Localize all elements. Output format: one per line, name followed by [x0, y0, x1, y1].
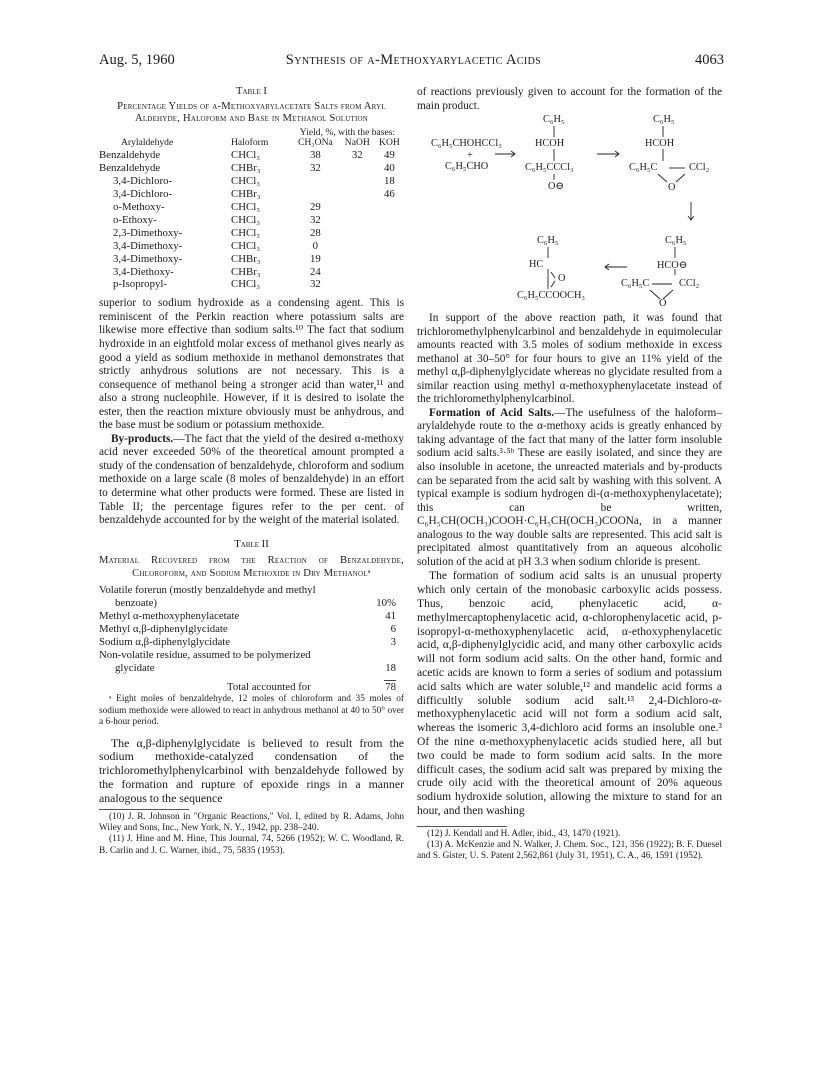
- table-cell: [340, 175, 375, 188]
- table-cell: 3,4-Dimethoxy-: [113, 239, 183, 252]
- table-cell: 6: [390, 622, 396, 635]
- table-cell: 3,4-Dimethoxy-: [113, 252, 183, 265]
- table-cell: 0: [312, 239, 319, 252]
- table-cell: Methyl α-methoxyphenylacetate: [99, 609, 240, 622]
- table-2-footnote: ᵃ Eight moles of benzaldehyde, 12 moles of chloroform and 35 moles of sodium methoxide were allowed to react in anhydrous methanol at 40 to 50° over a 6-hour period.: [99, 694, 404, 727]
- table-row: [99, 584, 404, 597]
- table-cell: 46: [384, 188, 395, 201]
- footnote-13: (13) A. McKenzie and N. Walker, J. Chem. Soc., 121, 356 (1922); B. F. Duesel and S. Gister, U. S. Patent 2,562,861 (July 31, 1951), C. A., 46, 1591 (1952).: [417, 839, 722, 861]
- table-cell: 32: [309, 213, 321, 226]
- table-cell: glycidate: [115, 661, 155, 674]
- footnotes-left: [99, 812, 404, 856]
- footnote-rule: [99, 809, 189, 810]
- scheme-formula: C₆H₅: [665, 235, 687, 246]
- total-value: 78: [385, 680, 396, 693]
- table-cell: 32: [351, 149, 363, 162]
- section-heading: Formation of Acid Salts.: [429, 406, 555, 419]
- table-cell: 40: [384, 162, 395, 175]
- scheme-formula: HCOH: [535, 138, 565, 149]
- table-cell: 38: [309, 149, 321, 162]
- col-header: KOH: [379, 136, 400, 148]
- table-cell: p-Isopropyl-: [113, 278, 167, 291]
- table-cell: [340, 214, 375, 227]
- table-cell: Benzaldehyde: [99, 149, 161, 162]
- scheme-formula: C₆H₅: [543, 114, 565, 125]
- page-number: 4063: [695, 52, 724, 68]
- table-cell: 3,4-Diethoxy-: [113, 265, 174, 278]
- table-cell: CHCl₃: [231, 201, 260, 214]
- table-2: [99, 539, 404, 728]
- section-heading: By-products.: [111, 432, 174, 445]
- col-header: Arylaldehyde: [121, 136, 174, 148]
- table-2-label: Table II: [234, 538, 269, 550]
- footnote-10: (10) J. R. Johnson in "Organic Reactions," Vol. I, edited by R. Adams, John Wiley and Sons, Inc., New York, N. Y., 1942, pp. 238–240.: [99, 812, 404, 834]
- table-row: [99, 201, 404, 214]
- table-cell: [375, 253, 404, 266]
- table-cell: CHBr₃: [231, 265, 261, 278]
- col-header: CH₃ONa: [297, 136, 333, 148]
- table-row: [99, 597, 404, 610]
- table-row: [99, 253, 404, 266]
- table-cell: Methyl α,β-diphenylglycidate: [99, 622, 228, 635]
- table-row: [99, 240, 404, 253]
- table-cell: 29: [309, 201, 321, 214]
- table-cell: 41: [385, 609, 396, 622]
- yield-header: Yield, %, with the bases:: [299, 126, 396, 138]
- table-row: [99, 278, 404, 291]
- scheme-formula: C₆H₅: [653, 114, 675, 125]
- table-row: [99, 162, 404, 175]
- table-1-grid: [99, 128, 404, 292]
- scheme-formula: C₆H₅CCOOCH₃: [517, 290, 585, 301]
- table-2-grid: [99, 584, 404, 693]
- table-cell: Sodium α,β-diphenylglycidate: [99, 635, 231, 648]
- table-cell: [340, 227, 375, 240]
- table-cell: CHCl₃: [231, 278, 260, 291]
- table-cell: [375, 201, 404, 214]
- scheme-reactant: C₆H₅CHO: [445, 161, 489, 172]
- table-row: [99, 227, 404, 240]
- table-cell: [340, 162, 375, 175]
- table-cell: [375, 227, 404, 240]
- table-cell: 28: [309, 226, 321, 239]
- paragraph: By-products.—The fact that the yield of the desired α-methoxy acid never exceeded 50% of the theoretical amount prompted a study of the condensation of benzaldehyde, chloroform and sodium methoxide on a large scale (8 moles of benzaldehyde) in an effort to determine what other products were formed. These are listed in Table II; the percentage figures refer to the per cent. of benzaldehyde accounted for by the weight of the material isolated.: [99, 432, 404, 527]
- right-column-body: [417, 312, 722, 862]
- table-row: [99, 175, 404, 188]
- table-cell: CHBr₃: [231, 252, 261, 265]
- table-cell: [375, 214, 404, 227]
- scheme-formula: HCOH: [645, 138, 675, 149]
- table-row: [99, 610, 404, 623]
- table-2-caption: Material Recovered from the Reaction of Benzaldehyde, Chloroform, and Sodium Methoxide in Dry Methanolᵃ: [99, 555, 404, 579]
- paragraph: In support of the above reaction path, it was found that trichloromethylphenylcarbinol and benzaldehyde in equimolecular amounts reacted with 3.5 moles of sodium methoxide in excess methanol at 30–50° for four hours to give an 11% yield of the methyl α,β-diphenylglycidate whereas no glycidate resulted from a similar reaction using methyl α-methoxyphenylacetate instead of the trichloromethylphenylcarbinol.: [417, 312, 722, 406]
- table-cell: 3: [390, 635, 396, 648]
- table-row: [99, 649, 404, 662]
- table-cell: 3,4-Dichloro-: [113, 175, 173, 188]
- reaction-scheme: [417, 114, 722, 308]
- table-1: [99, 86, 404, 291]
- scheme-formula: HCO⊖: [657, 260, 688, 271]
- table-cell: CHCl₃: [231, 149, 260, 162]
- scheme-reactant: C₆H₅CHOHCCl₃: [431, 138, 502, 149]
- table-cell: 49: [384, 149, 395, 162]
- table-cell: [340, 188, 375, 201]
- table-cell: CHBr₃: [231, 162, 261, 175]
- table-cell: [340, 240, 375, 253]
- table-cell: o-Ethoxy-: [113, 213, 157, 226]
- scheme-formula: O: [659, 298, 667, 309]
- scheme-plus: +: [467, 150, 473, 161]
- footnote-11: (11) J. Hine and M. Hine, This Journal, 74, 5266 (1952); W. C. Woodland, R. B. Carlin and J. C. Warner, ibid., 75, 5835 (1953).: [99, 834, 404, 856]
- table-cell: Non-volatile residue, assumed to be polymerized: [99, 648, 311, 661]
- scheme-formula: C₆H₅: [537, 235, 559, 246]
- left-column: [99, 86, 404, 857]
- footnote-12: (12) J. Kendall and H. Adler, ibid., 43, 1470 (1921).: [427, 828, 621, 839]
- footnotes-right: [417, 829, 722, 862]
- right-column: [417, 86, 722, 113]
- table-cell: CHCl₃: [231, 213, 260, 226]
- table-cell: [375, 278, 404, 291]
- table-cell: 3,4-Dichloro-: [113, 188, 173, 201]
- scheme-formula: C₆H₅C: [621, 278, 650, 289]
- table-cell: 32: [309, 162, 321, 175]
- paragraph: superior to sodium hydroxide as a condensing agent. This is reminiscent of the Perkin reaction where potassium salts are likewise more effective than sodium salts.¹⁰ The fact that sodium hydroxide in an eightfold molar excess of methanol gives nearly as good a yield as sodium methoxide in methanol demonstrates that strictly anhydrous solutions are not necessary. This is a consequence of methanol being a stronger acid than water,¹¹ and also a strong nucleophile. However, if it is desired to isolate the ester, then the reaction mixture obviously must be anhydrous, and the base must be sodium or potassium methoxide.: [99, 297, 404, 432]
- table-cell: 2,3-Dimethoxy-: [113, 226, 183, 239]
- table-cell: 18: [385, 661, 396, 674]
- table-row: [99, 214, 404, 227]
- table-row: [99, 266, 404, 279]
- table-cell: CHBr₃: [231, 188, 261, 201]
- table-cell: 24: [309, 265, 321, 278]
- scheme-formula: HC: [529, 259, 544, 270]
- table-cell: 10%: [376, 597, 396, 610]
- table-1-label: Table I: [236, 86, 267, 97]
- table-cell: [291, 188, 340, 201]
- table-cell: o-Methoxy-: [113, 201, 165, 214]
- table-cell: 19: [309, 252, 321, 265]
- table-row: [99, 623, 404, 636]
- table-cell: [291, 175, 340, 188]
- table-row: [99, 149, 404, 162]
- table-cell: [340, 201, 375, 214]
- running-date: Aug. 5, 1960: [99, 52, 175, 68]
- scheme-formula: O: [668, 182, 676, 193]
- table-cell: Volatile forerun (mostly benzaldehyde and methyl: [99, 584, 316, 597]
- table-cell: [375, 240, 404, 253]
- table-row: [99, 662, 404, 675]
- table-cell: [340, 266, 375, 279]
- paragraph: The α,β-diphenylglycidate is believed to result from the sodium methoxide-catalyzed condensation of the trichloromethylphenylcarbinol with benzaldehyde followed by the formation and rupture of epoxide rings in a manner analogous to the sequence: [99, 735, 404, 805]
- running-title: Synthesis of α-Methoxyarylacetic Acids: [285, 52, 542, 68]
- table-cell: CHCl₃: [231, 226, 260, 239]
- scheme-formula: O⊖: [548, 181, 565, 192]
- scheme-formula: C₆H₅CCCl₃: [525, 162, 574, 173]
- table-cell: [367, 649, 404, 662]
- paragraph: The formation of sodium acid salts is an unusual property which only certain of the monobasic carboxylic acids possess. Thus, benzoic acid, phenylacetic acid, α-methylmercaptophenylacetic acid, α-chlorophenylacetic acid, p-isopropyl-α-methoxyphenylacetic acid, α-ethoxyphenylacetic acid, α,β-diphenylglycidic acid, and many other carboxylic acids will not form sodium acid salts. On the other hand, formic and acetic acids are known to form a series of sodium and potassium acid salts which are water soluble,¹² and mandelic acid forms a difficultly soluble sodium acid salt.¹³ 2,4-Dichloro-α-methoxyphenylacetic acid will not form a sodium acid salt, whereas the isomeric 3,4-dichloro acid forms an insoluble one.³ Of the nine α-methoxyphenylacetic acids studied here, all but two could be made to form sodium acid salts. In the more difficult cases, the sodium acid salt was prepared by mixing the crude oily acid with the theoretical amount of 20% aqueous sodium hydroxide solution, allowing the mixture to stand for an hour, and then washing: [417, 569, 722, 817]
- total-label: Total accounted for: [227, 680, 311, 693]
- table-cell: [340, 253, 375, 266]
- table-row: [99, 636, 404, 649]
- table-cell: benzoate): [115, 597, 157, 610]
- table-row: [99, 188, 404, 201]
- paragraph: Formation of Acid Salts.—The usefulness of the haloform–arylaldehyde route to the α-methoxy acids is greatly enhanced by taking advantage of the fact that many of the latter form insoluble sodium acid salts.³·⁵ᵇ These are easily isolated, and since they are also insoluble in acetone, the unreacted materials and by-products can be separated from the acid salt by washing with this solvent. A typical example is sodium hydrogen di-(α-methoxyphenylacetate); this can be written, C₆H₅CH(OCH₃)COOH·C₆H₅CH(OCH₃)COONa, in a manner analogous to the way double salts are represented. This acid salt is precipitated almost quantitatively from an aqueous alcoholic solution of the acid at pH 3.3 when sodium chloride is present.: [417, 406, 722, 568]
- table-cell: 32: [309, 278, 321, 291]
- table-cell: [375, 266, 404, 279]
- table-cell: [340, 278, 375, 291]
- table-1-caption: Percentage Yields of α-Methoxyarylacetate Salts from Aryl Aldehyde, Haloform and Base in Methanol Solution: [117, 100, 386, 124]
- col-header: NaOH: [344, 136, 370, 148]
- scheme-formula: O: [558, 273, 566, 284]
- table-cell: Benzaldehyde: [99, 162, 161, 175]
- scheme-formula: CCl₂: [689, 162, 710, 173]
- scheme-formula: CCl₂: [679, 278, 700, 289]
- footnote-rule: [417, 826, 507, 827]
- table-cell: 18: [384, 175, 395, 188]
- paragraph: of reactions previously given to account for the formation of the main product.: [417, 86, 722, 112]
- col-header: Haloform: [231, 136, 269, 148]
- table-cell: CHCl₃: [231, 175, 260, 188]
- scheme-formula: C₆H₅C: [629, 162, 658, 173]
- table-cell: [367, 584, 404, 597]
- table-cell: CHCl₃: [231, 239, 260, 252]
